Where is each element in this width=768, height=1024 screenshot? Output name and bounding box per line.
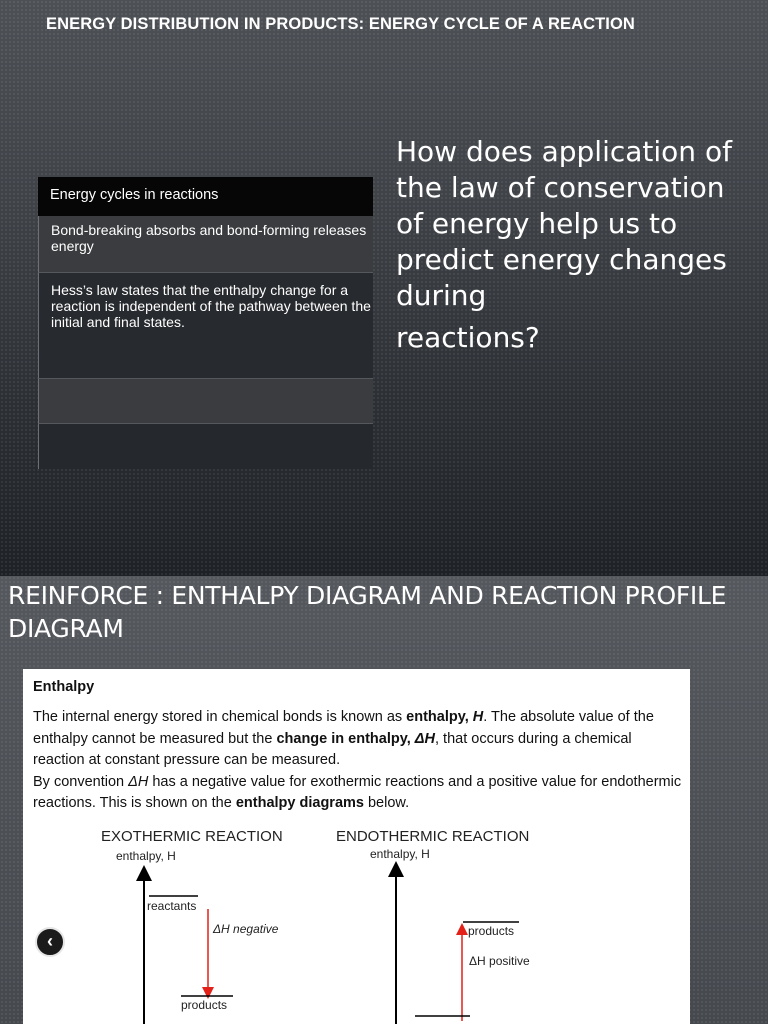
text-run-bold: enthalpy diagrams	[235, 795, 364, 811]
enthalpy-diagrams	[23, 669, 690, 1024]
exo-title: EXOTHERMIC REACTION	[101, 828, 283, 845]
text-run: , that occurs during a chemical reaction at constant pressure can be measured.	[33, 730, 632, 768]
table-cell-text: Hess’s law states that the enthalpy change for a reaction is independent of the pathway between the initial and final states.	[51, 282, 371, 330]
table-row-empty	[38, 378, 373, 423]
table-header-row	[38, 177, 373, 216]
text-run: . The absolute value of the enthalpy cannot be measured but the	[33, 709, 654, 747]
text-run-bold-italic: ΔH	[414, 730, 435, 747]
table-cell-text: Bond-breaking absorbs and bond-forming releases energy	[51, 222, 367, 254]
text-run: By convention	[33, 773, 129, 790]
text-run-bold: change in enthalpy,	[276, 730, 415, 747]
text-run-bold-italic: H	[472, 709, 484, 725]
exo-products-label: products	[181, 998, 228, 1012]
card-heading: Enthalpy	[33, 679, 95, 695]
endo-axis-label: enthalpy, H	[370, 847, 430, 861]
previous-slide-button[interactable]: ‹	[35, 927, 65, 957]
exo-axis-label: enthalpy, H	[116, 849, 176, 863]
table-row	[38, 272, 373, 378]
endo-title: ENDOTHERMIC REACTION	[336, 828, 530, 845]
enthalpy-content-card	[23, 669, 690, 1024]
text-run: has a negative value for exothermic reactions and a positive value for endothermic reactions. This is shown on the	[33, 773, 682, 811]
text-run-bold: enthalpy,	[406, 709, 473, 725]
slide-title: REINFORCE : ENTHALPY DIAGRAM AND REACTION PROFILE DIAGRAM	[8, 581, 727, 643]
summary-table	[38, 177, 373, 469]
question-text: How does application of the law of conservation of energy help us to predict energy changes during	[396, 135, 732, 312]
endo-products-label: products	[468, 924, 515, 938]
slide-title: ENERGY DISTRIBUTION IN PRODUCTS: ENERGY CYCLE OF A REACTION	[46, 15, 635, 33]
text-run-italic: ΔH	[128, 773, 149, 790]
question-text-end: reactions?	[396, 321, 540, 354]
slide-enthalpy-diagram	[0, 576, 768, 1024]
exo-reactants-label: reactants	[147, 899, 197, 913]
text-run: below.	[363, 795, 410, 811]
exo-delta-label: ΔH negative	[213, 922, 279, 936]
table-row	[38, 216, 373, 272]
table-row-empty	[38, 423, 373, 469]
guiding-question	[396, 134, 756, 356]
text-run: The internal energy stored in chemical bonds is known as	[33, 709, 407, 725]
endo-delta-label: ΔH positive	[469, 954, 530, 968]
table-header-text: Energy cycles in reactions	[50, 187, 219, 203]
